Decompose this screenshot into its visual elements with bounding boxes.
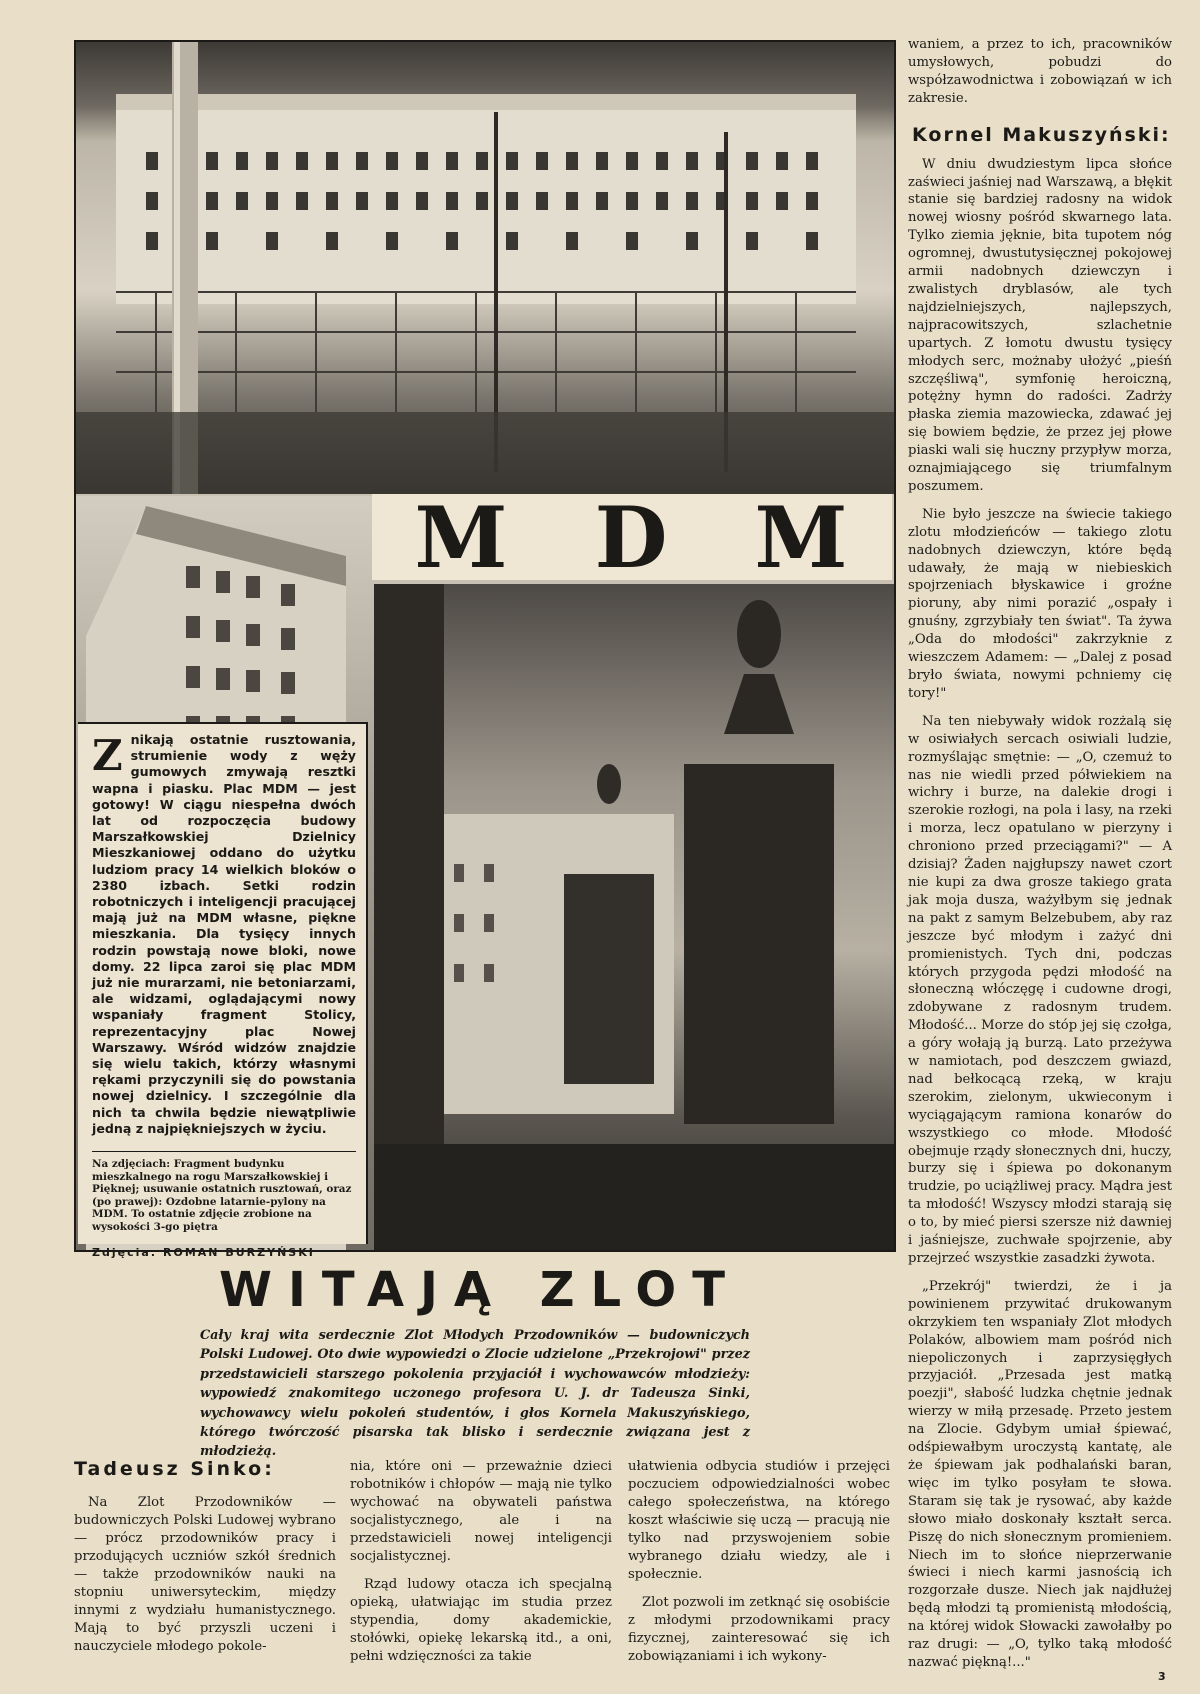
article-paragraph: Na ten niebywały widok rozżalą się w osiwiałych sercach osiwiali ludzie, rozmyślając smętnie: — „O, czemuż to nas nie wiedli przed półwiekiem na wichry i burze, na dalekie drogi i szerokie rozłogi, na pola i lasy, na rzeki i morza, lecz opatulano w pierzyny i chroniono przed przeciągami?" — A dzisiaj? Żaden najgłupszy nawet czort nie kupi za dwa grosze takiego grata jak moja dusza, ważyłbym się jednak na pakt z samym Belzebubem, aby raz jeszcze być młodym i zażyć dni promienistych. Tych dni, podczas których przygoda pędzi młodość na słoneczną włóczęgę i cudowne drogi, zdobywane z radosnym trudem. Młodość... Morze do stóp jej się czołga, a góry wołają ją burzą. Lato przeżywa w namiotach, pod deszczem gwiazd, nad bełkocącą rzeką, w kraju szerokim, zielonym, ukwieconym i wyciągającym ramiona konarów do wszystkiego co młode. Młodość obejmuje rządy słonecznych dni, huczy, burzy się i śpiewa po dokonanym trudzie, po uciążliwej pracy. Mądra jest ta młodość! Wszyscy młodzi starają się o to, by mieć piersi szersze niż dawniej i jaśniejsze, zuchwałe spojrzenie, aby przejrzeć wszystkie zasadzki żywota.	[908, 713, 1172, 1266]
article-paragraph: ułatwienia odbycia studiów i przejęci poczuciem odpowiedzialności wobec całego społeczeństwa, na którego koszt właściwie się uczą — pracują nie tylko nad przyswojeniem sobie wybranego działu wiedzy, ale i społecznie.	[628, 1459, 890, 1582]
photo-lamp-pylons	[374, 584, 894, 1250]
page-number: 3	[1158, 1670, 1166, 1683]
article-paragraph: „Przekrój" twierdzi, że i ja powinienem przywitać drukowanym okrzykiem ten wspaniały Zlot młodych Polaków, albowiem mam pośród nich niepoliczonych i zaprzysięgłych przyjaciół. „Przesada jest matką poezji", słabość ludzka chętnie jednak wierzy w miłą przesadę. Przeto jestem na Zlocie. Gdybym umiał śpiewać, odśpiewałbym uroczystą kantatę, ale że śpiewam jak podhalański baran, więc im tylko posyłam te słowa. Staram się tak je rysować, aby każde słowo miało doskonały kształt serca. Piszę do nich słonecznym promieniem. Niech im to słońce nieprzerwanie świeci i niech karmi jasnością ich rozgorzałe dusze. Niech jak najdłużej będą młodzi tą promienistą młodością, na której widok Słowacki zawołałby po raz drugi: — „O, tylko taką młodość nazwać piękną!..."	[908, 1278, 1172, 1670]
photo-credit: Zdjęcia: ROMAN BURZYŃSKI	[92, 1245, 315, 1259]
mdm-banner	[372, 487, 892, 587]
drop-cap: Z	[92, 731, 123, 780]
article-paragraph: W dniu dwudziestym lipca słońce zaświeci jaśniej nad Warszawą, a błękit stanie się bardziej radosny na widok nowej wiosny pośród skwarnego lata. Tylko ziemia jęknie, bita tupotem nóg ogromnej, dwustutysięcznej pokojowej armii nadobnych dziewczyn i zwalistych dryblasów, ale tych najdzielniejszych, najlepszych, najpracowitszych, szlachetnie upartych. Z łomotu dwustu tysięcy młodych serc, możnaby ułożyć „pieśń szczęśliwą", symfonię heroiczną, potężny hymn do radości. Zadrży płaska ziemia mazowiecka, zdawać jej się bowiem będzie, że przez jej płowe piaski wali się huczny przypływ morza, oznajmiającego się triumfalnym poszumem.	[908, 156, 1172, 494]
right-column	[908, 36, 1172, 1670]
photo-building-construction	[76, 42, 894, 494]
headline: WITAJĄ ZLOT	[219, 1262, 741, 1318]
intro-text	[92, 732, 356, 1137]
banner-letter: D	[594, 487, 670, 587]
lead-paragraph: Cały kraj wita serdecznie Zlot Młodych Przodowników — budowniczych Polski Ludowej. Oto dwie wypowiedzi o Zlocie udzielone „Przekrojowi" przez przedstawicieli starszego pokolenia przyjaciół i wychowawców młodzieży: wypowiedź znakomitego uczonego profesora U. J. dr Tadeusza Sinki, wychowawcy wielu pokoleń studentów, i głos Kornela Makuszyńskiego, którego twórczość pisarska tak blisko i serdecznie związana jest z młodzieżą.	[200, 1328, 750, 1460]
author-heading-makuszynski: Kornel Makuszyński:	[912, 123, 1171, 146]
intro-box	[78, 722, 368, 1259]
article-paragraph: Na Zlot Przodowników — budowniczych Polski Ludowej wybrano — prócz przodowników pracy i przodujących uczniów szkół średnich — także przodowników nauki na stopniu uniwersyteckim, między innymi z wydziału humanistycznego. Mają to być przyszli uczeni i nauczyciele młodego pokole-	[74, 1495, 336, 1654]
author-heading-sinko: Tadeusz Sinko:	[74, 1458, 275, 1480]
article-paragraph: Zlot pozwoli im zetknąć się osobiście z młodymi przodownikami pracy fizycznej, zainteresować się ich zobowiązaniami i ich wykony-	[628, 1595, 890, 1664]
banner-letter: M	[754, 487, 850, 587]
sinko-column-3	[628, 1458, 890, 1664]
photo-caption: Na zdjęciach: Fragment budynku mieszkalnego na rogu Marszałkowskiej i Pięknej; usuwanie ostatnich rusztowań, oraz (po prawej): Ozdobne latarnie-pylony na MDM. To ostatnie zdjęcie zrobione na wysokości 3-go piętra	[92, 1151, 356, 1234]
intro-body: nikają ostatnie rusztowania, strumienie wody z węży gumowych zmywają resztki wapna i piasku. Plac MDM — jest gotowy! W ciągu niespełna dwóch lat od rozpoczęcia budowy Marszałkowskiej Dzielnicy Mieszkaniowej oddano do użytku ludziom pracy 14 wielkich bloków o 2380 izbach. Setki rodzin robotniczych i inteligencji pracującej mają już na MDM własne, piękne mieszkania. Dla tysięcy innych rodzin powstają nowe bloki, nowe domy. 22 lipca zaroi się plac MDM już nie murarzami, nie betoniarzami, ale widzami, oglądającymi nowy wspaniały fragment Stolicy, reprezentacyjny plac Nowej Warszawy. Wśród widzów znajdzie się wielu takich, którzy własnymi rękami przyczynili się do powstania nowej dzielnicy. I szczególnie dla nich ta chwila będzie niewątpliwie jedną z najpiękniejszych w życiu.	[92, 732, 356, 1136]
article-paragraph: nia, które oni — przeważnie dzieci robotników i chłopów — mają nie tylko wychować na obywateli państwa socjalistycznego, ale i na przedstawicieli nowej inteligencji socjalistycznej.	[350, 1459, 612, 1564]
sinko-column-1	[74, 1494, 336, 1662]
article-paragraph: Rząd ludowy otacza ich specjalną opieką, ułatwiając im studia przez stypendia, domy akademickie, stołówki, opiekę lekarską itd., a oni, pełni wdzięczności za takie	[350, 1577, 612, 1664]
continuation-text: waniem, a przez to ich, pracowników umysłowych, pobudzi do współzawodnictwa i zobowiązań w ich zakresie.	[908, 37, 1172, 106]
article-paragraph: Nie było jeszcze na świecie takiego zlotu młodzieńców — takiego zlotu nadobnych dziewczyn, które będą udawały, że mają w niebieskich spojrzeniach błyskawice i groźne pioruny, aby nimi porazić „ospały i gnuśny, zgrzybiały ten świat". Ta żywa „Oda do młodości" zakrzyknie z wieszczem Adamem: — „Dalej z posad bryło świata, nowymi pchniemy cię tory!"	[908, 506, 1172, 701]
banner-letter: M	[414, 487, 510, 587]
sinko-column-2	[350, 1458, 612, 1664]
